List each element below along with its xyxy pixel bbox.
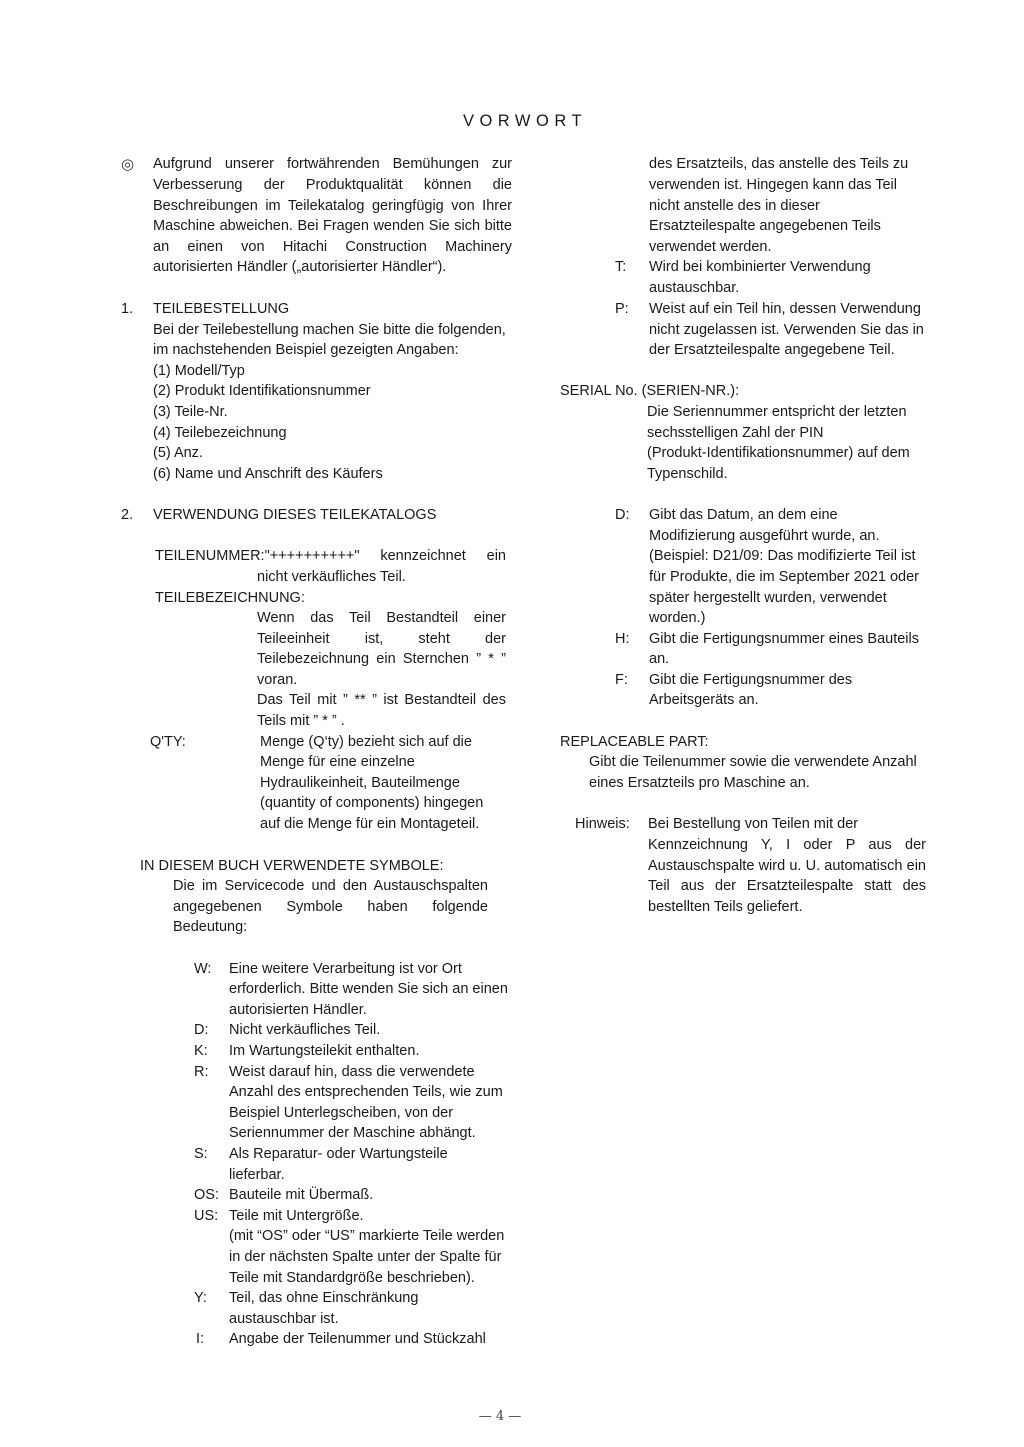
symbol-desc: worden.) xyxy=(649,610,706,626)
symbol-desc: Im Wartungsteilekit enthalten. xyxy=(229,1043,420,1059)
symbol-code: I: xyxy=(196,1331,205,1347)
symbol-desc: Modifizierung ausgeführt wurde, an. xyxy=(649,528,880,544)
teilebez-line: voran. xyxy=(257,672,298,688)
qty-line: Hydraulikeinheit, Bauteilmenge xyxy=(260,775,460,791)
symbol-code: Y: xyxy=(194,1290,207,1306)
order-item: (6) Name und Anschrift des Käufers xyxy=(153,466,383,482)
symbol-code: S: xyxy=(194,1146,208,1162)
qty-line: Menge (Q‘ty) bezieht sich auf die xyxy=(260,734,472,750)
symbol-desc: Anzahl des entsprechenden Teils, wie zum xyxy=(229,1084,503,1100)
symbol-desc: Beispiel Unterlegscheiben, von der xyxy=(229,1105,454,1121)
qty-line: Menge für eine einzelne xyxy=(260,754,415,770)
symbol-desc: Gibt das Datum, an dem eine xyxy=(649,507,838,523)
symbol-desc: Eine weitere Verarbeitung ist vor Ort xyxy=(229,961,462,977)
intro-line: Beschreibungen im Teilekatalog geringfügig von Ihrer xyxy=(153,198,512,214)
hinweis-line: Teil aus der Ersatzteilespalte statt des xyxy=(648,878,926,894)
page-number: — 4 — xyxy=(478,1409,522,1424)
teilenummer-cont: nicht verkäufliches Teil. xyxy=(257,569,406,585)
symbol-desc: Teile mit Untergröße. xyxy=(229,1208,364,1224)
symbol-code: D: xyxy=(615,507,630,523)
teilebez-line: Teilebezeichnung ein Sternchen ” * ” xyxy=(257,651,506,667)
symbol-desc: verwendet werden. xyxy=(649,239,772,255)
symbol-desc: (mit “OS” oder “US” markierte Teile werden xyxy=(229,1228,505,1244)
serial-line: Typenschild. xyxy=(647,466,728,482)
section1-intro-line: im nachstehenden Beispiel gezeigten Angaben: xyxy=(153,342,459,358)
serial-line: Die Seriennummer entspricht der letzten xyxy=(647,404,907,420)
intro-line: an einen von Hitachi Construction Machinery xyxy=(153,239,512,255)
symbol-desc: Weist auf ein Teil hin, dessen Verwendung xyxy=(649,301,921,317)
order-item: (1) Modell/Typ xyxy=(153,363,245,379)
section-heading: TEILEBESTELLUNG xyxy=(153,301,290,317)
symbols-intro-line: Bedeutung: xyxy=(173,919,248,935)
symbol-desc: der Ersatzteilespalte angegebene Teil. xyxy=(649,342,895,358)
symbol-desc: (Beispiel: D21/09: Das modifizierte Teil ist xyxy=(649,548,916,564)
symbol-desc: für Produkte, die im September 2021 oder xyxy=(649,569,920,585)
section-number: 1. xyxy=(121,301,134,317)
symbol-desc: an. xyxy=(649,651,670,667)
section1-intro-line: Bei der Teilebestellung machen Sie bitte die folgenden, xyxy=(153,322,506,338)
symbol-desc: Gibt die Fertigungsnummer des xyxy=(649,672,853,688)
teilebez-line: Das Teil mit ” ** ” ist Bestandteil des xyxy=(257,692,506,708)
hinweis-line: bestellten Teils geliefert. xyxy=(648,899,803,915)
order-item: (4) Teilebezeichnung xyxy=(153,425,287,441)
symbol-desc: verwenden ist. Hingegen kann das Teil xyxy=(649,177,898,193)
symbol-code: H: xyxy=(615,631,630,647)
symbol-code: US: xyxy=(194,1208,219,1224)
symbol-desc: später hergestellt wurden, verwendet xyxy=(649,590,887,606)
hinweis-line: Bei Bestellung von Teilen mit der xyxy=(648,816,859,832)
symbol-desc: Gibt die Fertigungsnummer eines Bauteils xyxy=(649,631,919,647)
order-item: (2) Produkt Identifikationsnummer xyxy=(153,383,371,399)
teilebez-line: Teileeinheit ist, steht der xyxy=(257,631,506,647)
order-item: (5) Anz. xyxy=(153,445,203,461)
qty-label: Q'TY: xyxy=(150,734,186,750)
teilenummer-line: TEILENUMMER:"++++++++++" kennzeichnet ein xyxy=(155,548,506,564)
replaceable-part-heading: REPLACEABLE PART: xyxy=(560,734,709,750)
hinweis-label: Hinweis: xyxy=(575,816,630,832)
serial-line: (Produkt-Identifikationsnummer) auf dem xyxy=(647,445,910,461)
teilebez-line: Wenn das Teil Bestandteil einer xyxy=(257,610,506,626)
symbol-desc: Teil, das ohne Einschränkung xyxy=(229,1290,419,1306)
symbol-code: R: xyxy=(194,1064,209,1080)
section-number: 2. xyxy=(121,507,134,523)
hinweis-line: Austauschspalte wird u. U. automatisch ein xyxy=(648,858,926,874)
symbols-intro-line: angegebenen Symbole haben folgende xyxy=(173,899,488,915)
symbol-desc: Arbeitsgeräts an. xyxy=(649,692,759,708)
symbol-desc: nicht anstelle des in dieser xyxy=(649,198,820,214)
symbol-code: F: xyxy=(615,672,628,688)
intro-line: Verbesserung der Produktqualität können die xyxy=(153,177,512,193)
serial-heading: SERIAL No. (SERIEN-NR.): xyxy=(560,383,740,399)
hinweis-line: Kennzeichnung Y, I oder P aus der xyxy=(648,837,926,853)
replaceable-part-line: Gibt die Teilenummer sowie die verwendete Anzahl xyxy=(589,754,917,770)
symbol-desc: des Ersatzteils, das anstelle des Teils zu xyxy=(649,156,909,172)
symbol-desc: Weist darauf hin, dass die verwendete xyxy=(229,1064,475,1080)
intro-line: Maschine abweichen. Bei Fragen wenden Sie sich bitte xyxy=(153,218,512,234)
symbol-desc: Teile mit Standardgröße beschrieben). xyxy=(229,1270,475,1286)
order-item: (3) Teile-Nr. xyxy=(153,404,228,420)
qty-line: auf die Menge für ein Montageteil. xyxy=(260,816,480,832)
symbol-desc: austauschbar ist. xyxy=(229,1311,339,1327)
symbol-code: T: xyxy=(615,259,627,275)
teilebez-line: Teils mit ” * ” . xyxy=(257,713,345,729)
symbol-desc: in der nächsten Spalte unter der Spalte für xyxy=(229,1249,502,1265)
symbol-code: K: xyxy=(194,1043,208,1059)
circle-bullet-icon: ◎ xyxy=(121,155,135,173)
symbol-desc: Seriennummer der Maschine abhängt. xyxy=(229,1125,476,1141)
symbol-desc: Wird bei kombinierter Verwendung xyxy=(649,259,871,275)
symbol-desc: Nicht verkäufliches Teil. xyxy=(229,1022,381,1038)
symbol-desc: autorisierten Händler. xyxy=(229,1002,367,1018)
symbol-desc: Angabe der Teilenummer und Stückzahl xyxy=(229,1331,486,1347)
intro-line: autorisierten Händler („autorisierter Händler“). xyxy=(153,259,447,275)
symbol-desc: lieferbar. xyxy=(229,1167,285,1183)
teilebezeichnung-label: TEILEBEZEICHNUNG: xyxy=(155,590,305,606)
symbol-desc: Bauteile mit Übermaß. xyxy=(229,1187,374,1203)
symbol-code: W: xyxy=(194,961,212,977)
symbol-desc: Ersatzteilespalte angegebenen Teils xyxy=(649,218,881,234)
symbol-desc: austauschbar. xyxy=(649,280,740,296)
page-title: VORWORT xyxy=(462,112,588,130)
serial-line: sechsstelligen Zahl der PIN xyxy=(647,425,824,441)
symbols-intro-line: Die im Servicecode und den Austauschspalten xyxy=(173,878,488,894)
symbol-code: P: xyxy=(615,301,629,317)
replaceable-part-line: eines Ersatzteils pro Maschine an. xyxy=(589,775,810,791)
symbol-desc: Als Reparatur- oder Wartungsteile xyxy=(229,1146,448,1162)
intro-line: Aufgrund unserer fortwährenden Bemühungen zur xyxy=(153,156,512,172)
qty-line: (quantity of components) hingegen xyxy=(260,795,484,811)
symbols-heading: IN DIESEM BUCH VERWENDETE SYMBOLE: xyxy=(140,858,444,874)
symbol-desc: nicht zugelassen ist. Verwenden Sie das in xyxy=(649,322,924,338)
symbol-code: OS: xyxy=(194,1187,219,1203)
symbol-desc: erforderlich. Bitte wenden Sie sich an einen xyxy=(229,981,508,997)
symbol-code: D: xyxy=(194,1022,209,1038)
section-heading: VERWENDUNG DIESES TEILEKATALOGS xyxy=(153,507,437,523)
